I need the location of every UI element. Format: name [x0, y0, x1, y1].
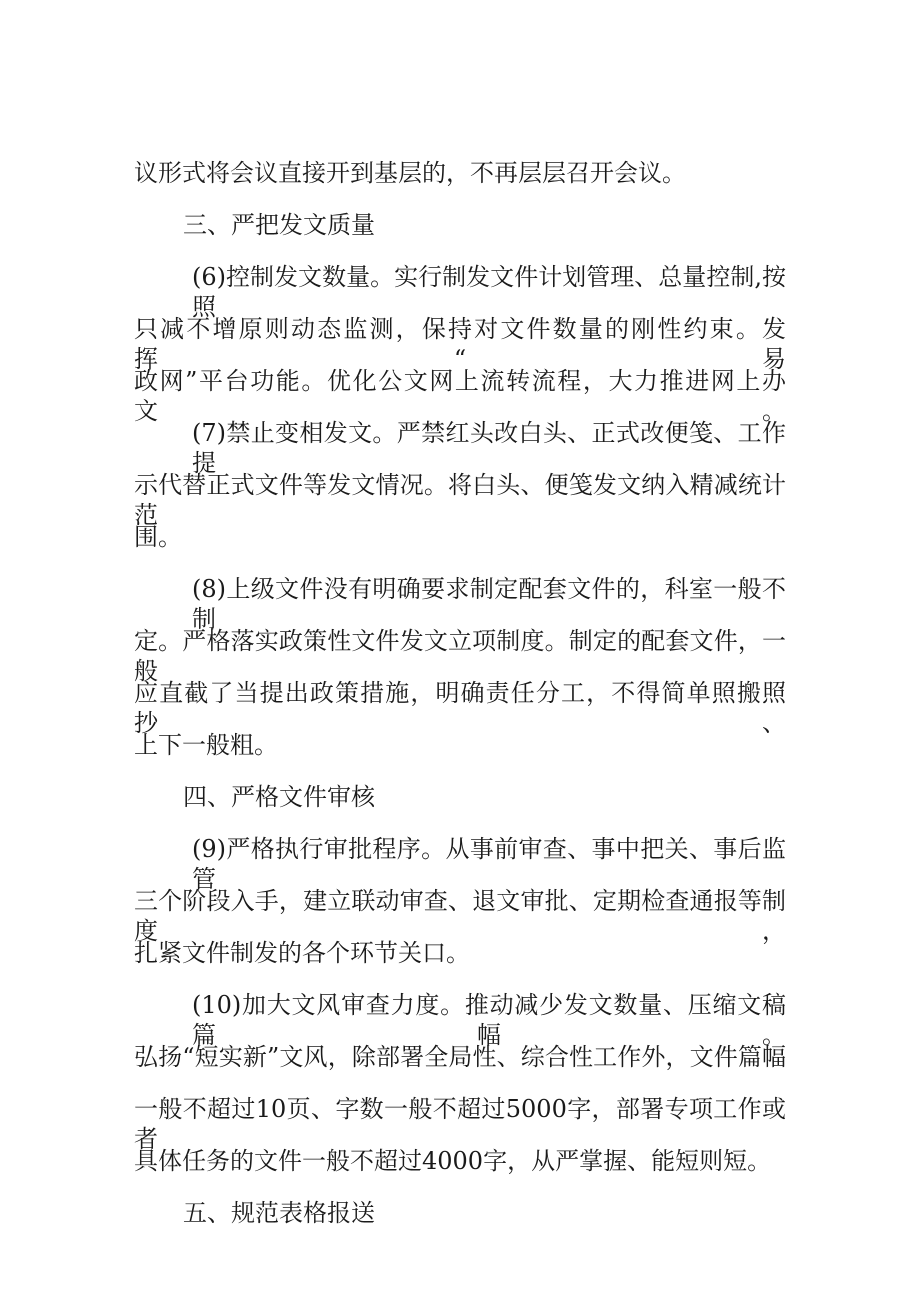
section-heading-5: 五、规范表格报送 — [183, 1199, 375, 1227]
text-line: 围。 — [134, 523, 182, 551]
text-line: 一般不超过10页、字数一般不超过5000字，部署专项工作或者 — [134, 1095, 786, 1153]
text-line: 三个阶段入手，建立联动审查、退文审批、定期检查通报等制度， — [134, 887, 786, 945]
text-line: 具体任务的文件一般不超过4000字，从严掌握、能短则短。 — [134, 1147, 772, 1175]
text-line: 上下一般粗。 — [134, 731, 278, 759]
text-line: 应直截了当提出政策措施，明确责任分工，不得简单照搬照抄、 — [134, 679, 786, 737]
text-line: 示代替正式文件等发文情况。将白头、便笺发文纳入精减统计范 — [134, 471, 786, 529]
text-line: (10)加大文风审查力度。推动减少发文数量、压缩文稿篇幅。 — [192, 991, 786, 1049]
text-line: 只减不增原则动态监测，保持对文件数量的刚性约束。发挥“易 — [134, 315, 786, 373]
text-line: 弘扬“短实新”文风，除部署全局性、综合性工作外，文件篇幅 — [134, 1043, 786, 1071]
text-line: 扎紧文件制发的各个环节关口。 — [134, 939, 470, 967]
text-line: (6)控制发文数量。实行制发文件计划管理、总量控制,按照 — [192, 263, 786, 321]
text-line: (7)禁止变相发文。严禁红头改白头、正式改便笺、工作提 — [192, 419, 786, 477]
text-line: 定。严格落实政策性文件发文立项制度。制定的配套文件，一般 — [134, 627, 786, 685]
text-line: 议形式将会议直接开到基层的，不再层层召开会议。 — [134, 159, 686, 187]
text-line: 政网”平台功能。优化公文网上流转流程，大力推进网上办文。 — [134, 367, 786, 425]
text-line: (8)上级文件没有明确要求制定配套文件的，科室一般不制 — [192, 575, 786, 633]
section-heading-3: 三、严把发文质量 — [183, 211, 375, 239]
text-line: (9)严格执行审批程序。从事前审查、事中把关、事后监管 — [192, 835, 786, 893]
section-heading-4: 四、严格文件审核 — [183, 783, 375, 811]
